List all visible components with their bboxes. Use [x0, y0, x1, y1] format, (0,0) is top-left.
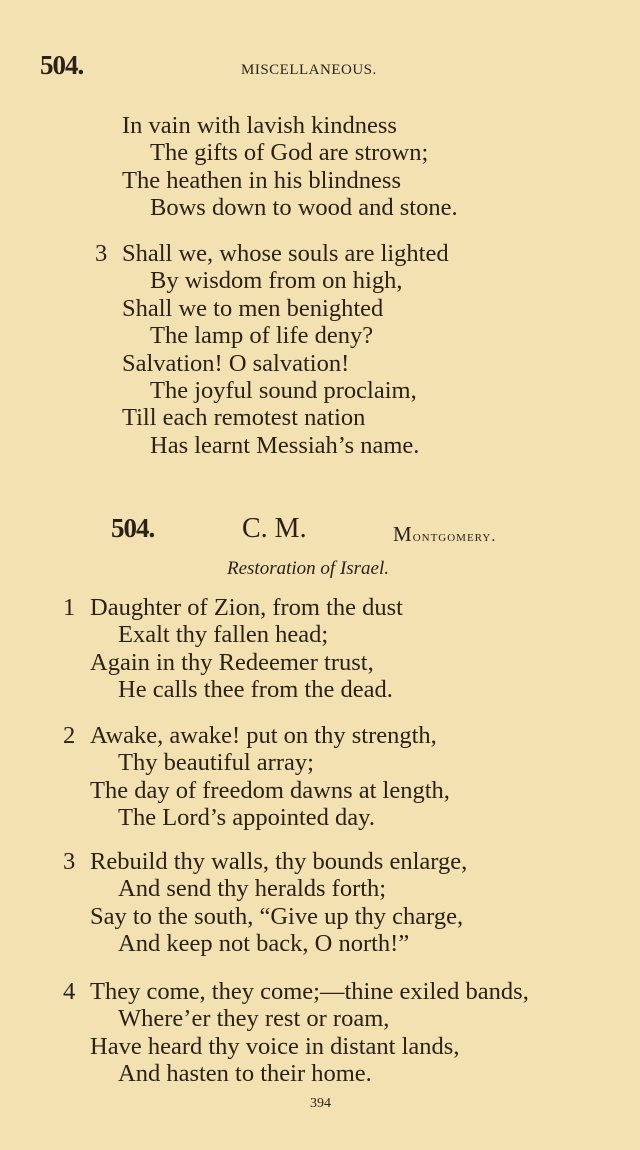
verse-line: Say to the south, “Give up thy charge, — [90, 902, 464, 930]
verse-line: Salvation! O salvation! — [122, 349, 350, 377]
verse-line: Where’er they rest or roam, — [118, 1005, 390, 1033]
stanza-number: 3 — [63, 848, 76, 875]
stanza — [95, 240, 449, 459]
verse-line: The Lord’s appointed day. — [118, 804, 375, 832]
verse-line: He calls thee from the dead. — [118, 676, 393, 704]
hymn-number: 504. — [111, 513, 155, 543]
verse-line: Bows down to wood and stone. — [150, 194, 458, 222]
verse-line: Awake, awake! put on thy strength, — [90, 722, 437, 749]
verse-line: And send thy heralds forth; — [118, 875, 387, 903]
verse-line: Again in thy Redeemer trust, — [90, 648, 374, 676]
stanza — [63, 722, 450, 832]
verse-line: The joyful sound proclaim, — [150, 376, 417, 404]
hymn-author: Montgomery. — [393, 522, 497, 546]
verse-line: Till each remotest nation — [122, 404, 366, 432]
header-hymn-number: 504. — [40, 50, 84, 80]
verse-line: Rebuild thy walls, thy bounds enlarge, — [90, 848, 468, 875]
verse-line: The gifts of God are strown; — [150, 139, 429, 167]
verse-line: Daughter of Zion, from the dust — [90, 594, 403, 621]
verse-line: And keep not back, O north!” — [118, 930, 410, 958]
verse-line: And hasten to their home. — [118, 1060, 372, 1088]
stanza — [63, 848, 467, 958]
verse-line: In vain with lavish kindness — [122, 112, 397, 139]
verse-line: Thy beautiful array; — [118, 749, 314, 777]
stanza — [63, 978, 529, 1088]
stanza-number: 1 — [63, 594, 76, 621]
verse-line: Shall we to men benighted — [122, 294, 384, 322]
verse-line: The heathen in his blindness — [122, 166, 401, 194]
page-number: 394 — [310, 1096, 331, 1111]
verse-line: Exalt thy fallen head; — [118, 621, 329, 649]
stanza-number: 2 — [63, 722, 76, 749]
stanza — [63, 594, 403, 704]
verse-line: Have heard thy voice in distant lands, — [90, 1032, 460, 1060]
verse-line: They come, they come;—thine exiled bands, — [90, 978, 529, 1005]
verse-line: Shall we, whose souls are lighted — [122, 240, 449, 267]
verse-line: The lamp of life deny? — [150, 322, 374, 350]
verse-line: Has learnt Messiah’s name. — [150, 431, 420, 459]
stanza — [95, 112, 458, 222]
hymn-meter: C. M. — [242, 513, 307, 544]
stanza-number: 4 — [63, 978, 76, 1005]
stanza-number: 3 — [95, 240, 108, 267]
hymn-title: Restoration of Israel. — [227, 558, 390, 579]
verse-line: The day of freedom dawns at length, — [90, 776, 450, 804]
running-title: MISCELLANEOUS. — [241, 62, 377, 78]
verse-line: By wisdom from on high, — [150, 267, 403, 295]
